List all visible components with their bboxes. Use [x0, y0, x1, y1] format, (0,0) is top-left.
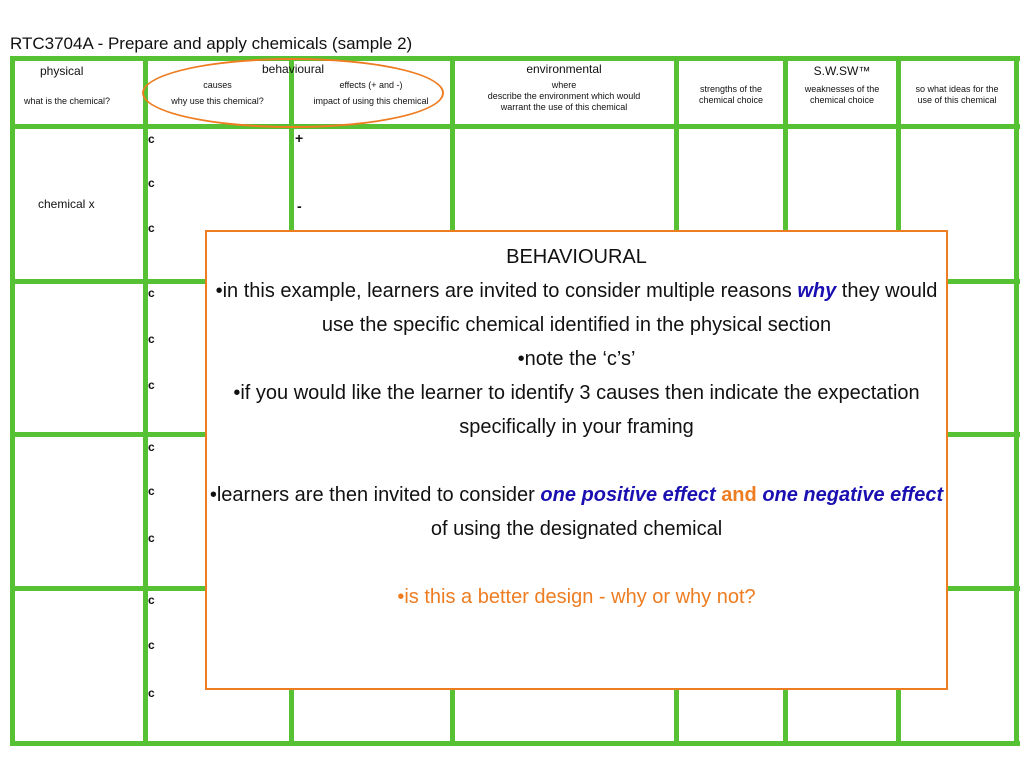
callout-emphasis-negative: one negative effect — [762, 484, 944, 506]
page-title: RTC3704A - Prepare and apply chemicals (sample 2) — [10, 34, 413, 53]
callout-question: •is this a better design - why or why not? — [397, 586, 756, 608]
callout-point-cs: •note the ‘c’s’ — [517, 348, 636, 370]
table-border-left — [10, 56, 15, 746]
callout-text: •learners are then invited to consider — [209, 484, 541, 506]
callout-emphasis-why: why — [797, 280, 837, 302]
cause-mark: c — [148, 221, 155, 235]
positive-effect-mark: + — [295, 130, 304, 146]
header-weaknesses: weaknesses of the chemical choice — [804, 84, 880, 105]
behavioural-callout-box — [205, 230, 948, 690]
cause-mark: c — [148, 440, 155, 454]
cause-mark: c — [148, 378, 155, 392]
callout-point-three-causes: •if you would like the learner to identify 3 causes then indicate the expectation specifically in your framing — [233, 382, 920, 438]
header-swsw: S.W.SW™ — [813, 64, 871, 78]
cause-mark: c — [148, 686, 155, 700]
cause-mark: c — [148, 176, 155, 190]
callout-spacer — [207, 444, 946, 478]
header-so-what: so what ideas for the use of this chemical — [915, 84, 999, 105]
callout-emphasis-positive: one positive effect — [540, 484, 716, 506]
header-physical: physical — [40, 64, 84, 78]
cause-mark: c — [148, 132, 155, 146]
callout-text: they would use the specific chemical identified in the physical section — [321, 280, 938, 336]
header-effects: effects (+ and -) impact of using this chemical — [313, 80, 429, 106]
cause-mark: c — [148, 484, 155, 498]
table-border-top — [10, 56, 1020, 61]
callout-spacer — [207, 546, 946, 580]
cause-mark: c — [148, 286, 155, 300]
callout-heading: BEHAVIOURAL — [506, 246, 647, 268]
table-border-right — [1014, 56, 1019, 746]
cause-mark: c — [148, 638, 155, 652]
header-environmental: environmental where describe the environment which would warrant the use of this chemical — [487, 62, 641, 112]
row-divider — [10, 124, 1020, 129]
header-behavioural: behavioural — [262, 62, 325, 76]
table-border-bottom — [10, 741, 1020, 746]
callout-text: •in this example, learners are invited to consider multiple reasons — [215, 280, 798, 302]
negative-effect-mark: - — [297, 198, 302, 214]
callout-point-reasons — [207, 274, 946, 342]
cause-mark: c — [148, 332, 155, 346]
cause-mark: c — [148, 531, 155, 545]
callout-emphasis-and: and — [721, 484, 757, 506]
callout-text: of using the designated chemical — [430, 518, 723, 540]
header-causes: causes why use this chemical? — [171, 80, 264, 106]
header-physical-sub: what is the chemical? — [24, 96, 111, 106]
row-label-chemical-x: chemical x — [38, 197, 95, 211]
callout-point-effects — [207, 478, 946, 546]
cause-mark: c — [148, 593, 155, 607]
behavioural-highlight-ellipse — [142, 58, 444, 128]
header-strengths: strengths of the chemical choice — [698, 84, 764, 105]
